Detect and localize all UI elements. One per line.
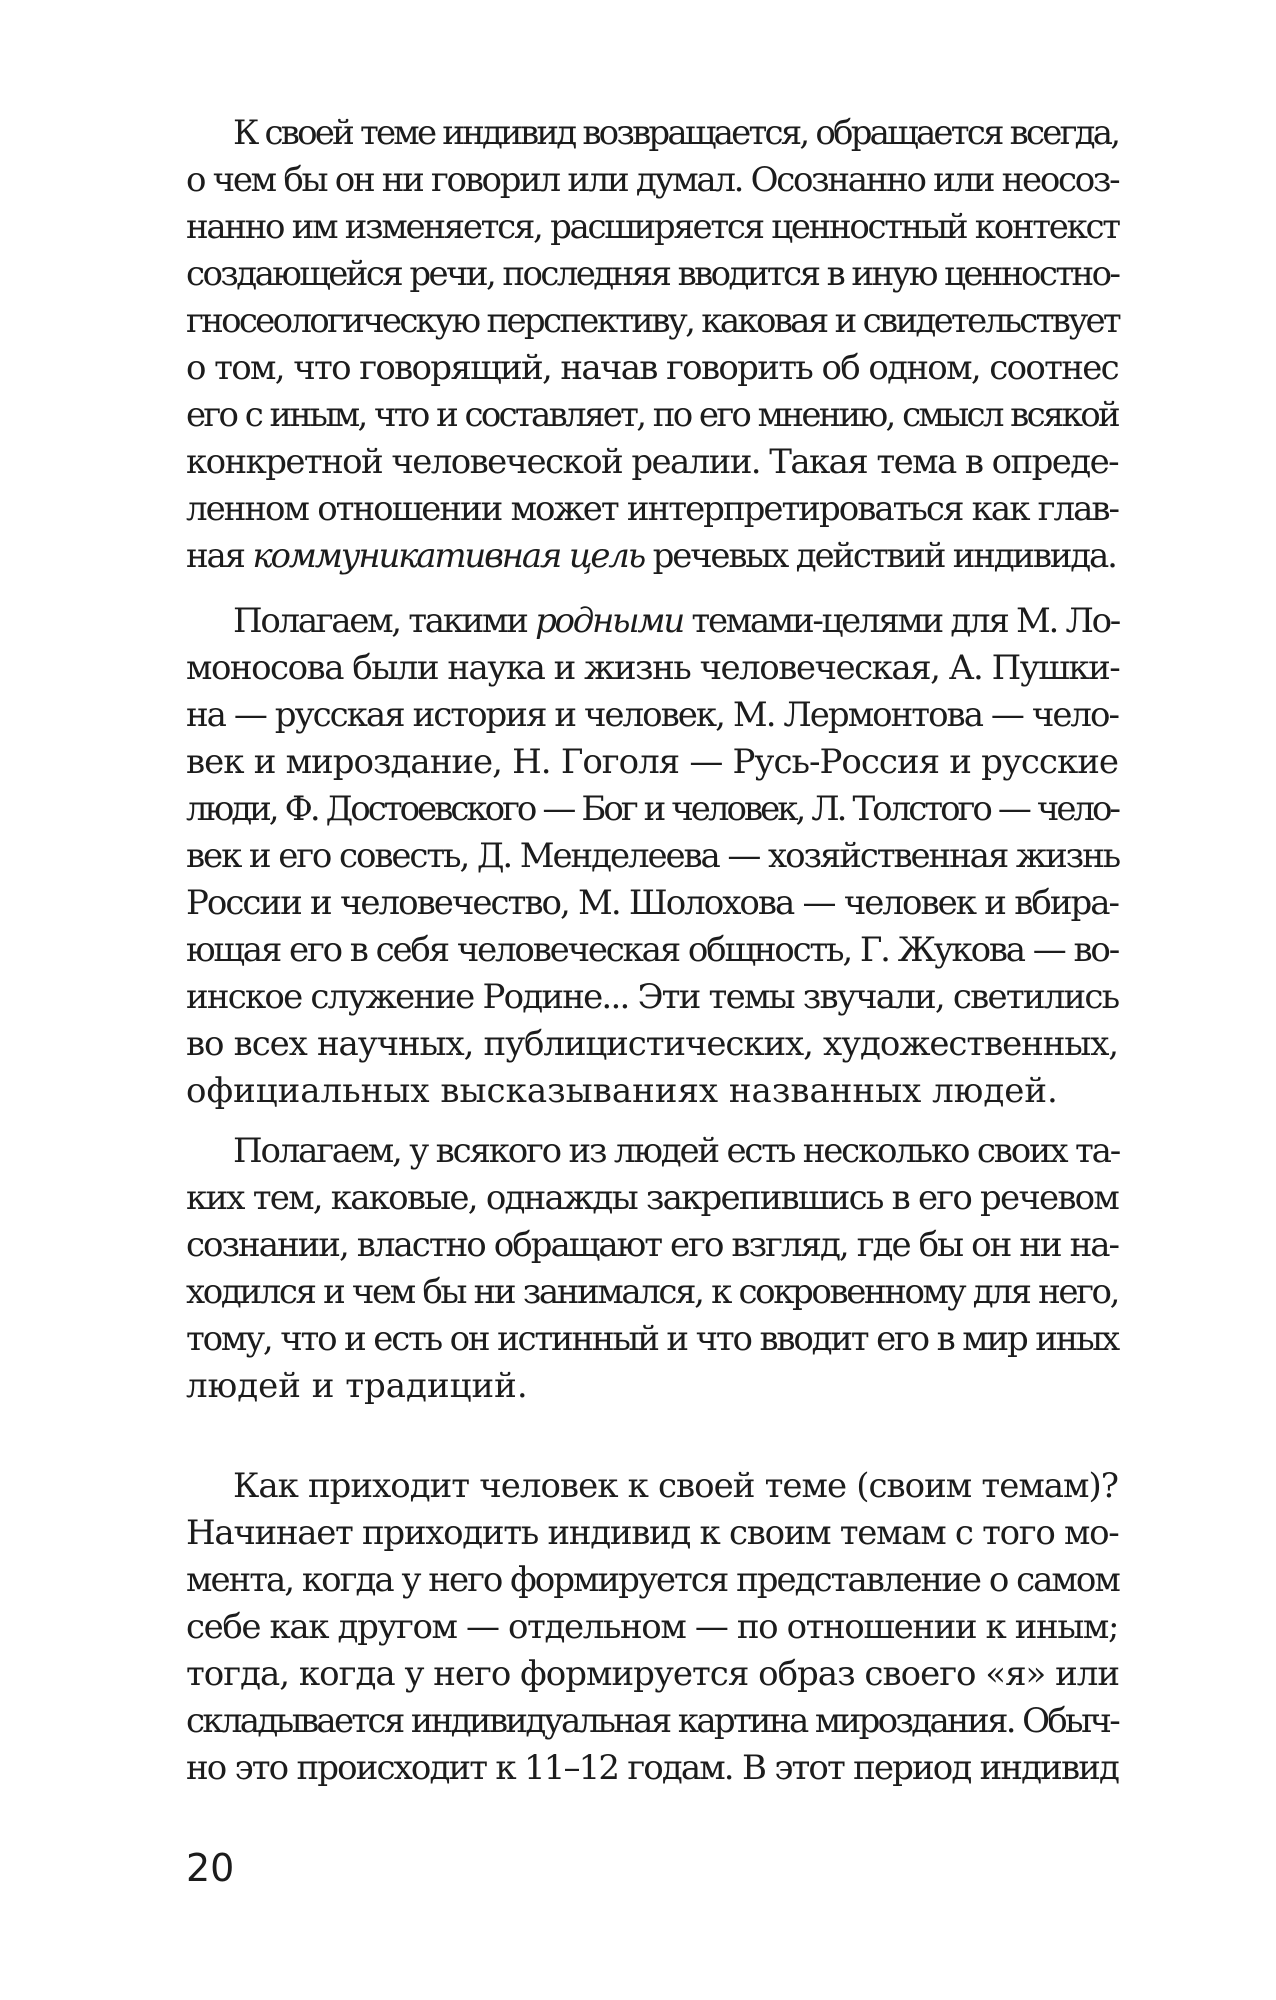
page-number: 20 xyxy=(186,1846,235,1890)
text-line xyxy=(186,530,1118,582)
text-line: складывается индивидуальная картина мироздания. Обыч- xyxy=(186,1701,1118,1741)
text-line: на — русская история и человек, М. Лермонтова — чело- xyxy=(186,695,1118,735)
text-line: конкретной человеческой реалии. Такая тема в опреде- xyxy=(186,442,1118,482)
text-line: люди, Ф. Достоевского — Бог и человек, Л. Толстого — чело- xyxy=(186,789,1118,829)
text-line: моносова были наука и жизнь человеческая, А. Пушки- xyxy=(186,648,1120,688)
text-line: Как приходит человек к своей теме (своим темам)? xyxy=(233,1466,1118,1506)
text-line: ющая его в себя человеческая общность, Г. Жукова — во- xyxy=(186,930,1118,970)
text-line: век и мироздание, Н. Гоголя — Русь-Россия и русские xyxy=(186,742,1118,782)
text-run: темами-целями для М. Ло- xyxy=(682,601,1119,641)
text-line: о чем бы он ни говорил или думал. Осознанно или неосоз- xyxy=(186,160,1119,200)
text-line: ходился и чем бы ни занимался, к сокровенному для него, xyxy=(186,1272,1118,1312)
text-line: Полагаем, у всякого из людей есть несколько своих та- xyxy=(233,1131,1119,1171)
text-run: речевых действий индивида. xyxy=(644,536,1116,576)
text-line: сознании, властно обращают его взгляд, где бы он ни на- xyxy=(186,1225,1118,1265)
text-line: людей и традиций. xyxy=(186,1366,528,1406)
text-line: России и человечество, М. Шолохова — человек и вбира- xyxy=(186,883,1118,923)
text-line: официальных высказываниях названных людей. xyxy=(186,1071,1058,1111)
text-line: инское служение Родине... Эти темы звучали, светились xyxy=(186,977,1119,1017)
text-line: К своей теме индивид возвращается, обращается всегда, xyxy=(233,113,1119,153)
text-line: себе как другом — отдельном — по отношении к иным; xyxy=(186,1607,1119,1647)
text-line: его с иным, что и составляет, по его мнению, смысл всякой xyxy=(186,395,1118,435)
text-run: ная xyxy=(186,536,253,576)
text-line xyxy=(233,595,1118,647)
text-line: мента, когда у него формируется представление о самом xyxy=(186,1560,1119,1600)
text-line: создающейся речи, последняя вводится в иную ценностно- xyxy=(186,254,1119,294)
italic-term: родными xyxy=(535,601,683,641)
text-line: нанно им изменяется, расширяется ценностный контекст xyxy=(186,207,1119,247)
text-line: ких тем, каковые, однажды закрепившись в его речевом xyxy=(186,1178,1118,1218)
text-line: тому, что и есть он истинный и что вводит его в мир иных xyxy=(186,1319,1118,1359)
text-line: Начинает приходить индивид к своим темам с того мо- xyxy=(186,1513,1119,1553)
text-line: во всех научных, публицистических, художественных, xyxy=(186,1024,1118,1064)
text-line: век и его совесть, Д. Менделеева — хозяйственная жизнь xyxy=(186,836,1120,876)
text-line: гносеологическую перспективу, каковая и свидетельствует xyxy=(186,301,1120,341)
text-line: но это происходит к 11–12 годам. В этот период индивид xyxy=(186,1748,1118,1788)
text-run: Полагаем, такими xyxy=(233,601,536,641)
italic-term: коммуникативная цель xyxy=(252,536,645,576)
text-line: ленном отношении может интерпретироваться как глав- xyxy=(186,489,1118,529)
text-line: тогда, когда у него формируется образ своего «я» или xyxy=(186,1654,1120,1694)
text-line: о том, что говорящий, начав говорить об одном, соотнес xyxy=(186,348,1118,388)
